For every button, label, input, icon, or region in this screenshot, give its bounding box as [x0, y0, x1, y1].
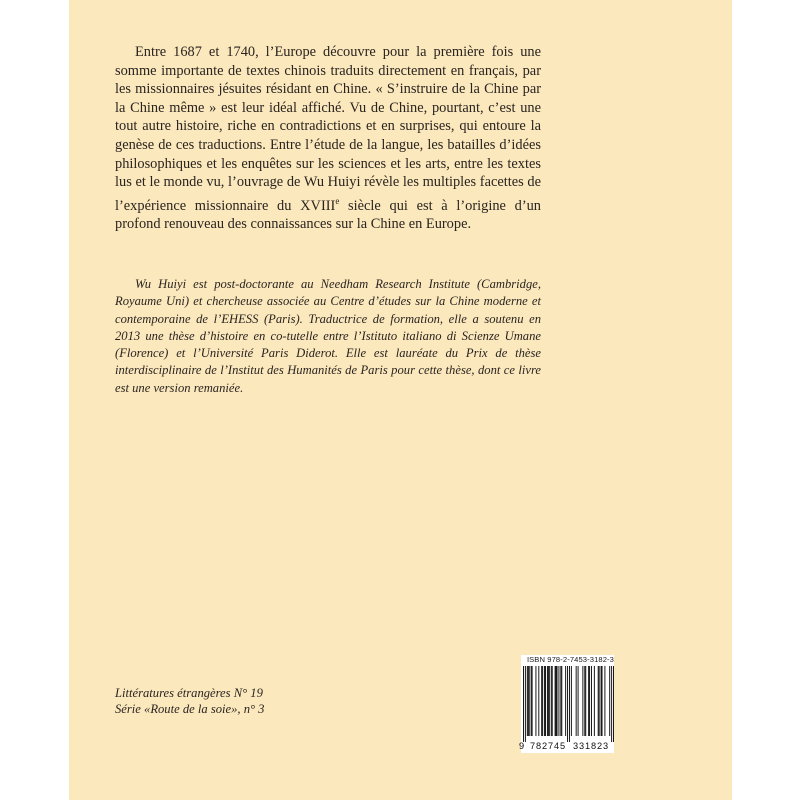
barcode-bar	[528, 666, 529, 736]
series-route: Série «Route de la soie», n° 3	[115, 702, 265, 716]
ean-right-group: 331823	[573, 741, 610, 751]
barcode-bar	[556, 666, 557, 736]
barcode-bar	[561, 666, 562, 736]
barcode-bar	[571, 666, 572, 736]
barcode-bar	[560, 666, 561, 736]
blurb-text: Entre 1687 et 1740, l’Europe découvre pour la première fois une somme importante de textes chinois traduits directement en français, par les missionnaires jésuites résidant en Chine. « S’instruire de la Chine par la Chine même » est leur idéal affiché. Vu de Chine, pourtant, c’est une tout autre histoire, riche en contradictions et en surprises, qui entoure la genèse de ces traductions. Entre l’étude de la langue, les batailles d’idées philosophiques et les enquêtes sur les sciences et les arts, entre les textes lus et le monde vu, l’ouvrage de Wu Huiyi révèle les multiples facettes de l’expérience missionnaire du	[115, 44, 541, 214]
barcode-bar	[531, 666, 532, 736]
barcode-bar	[599, 666, 600, 736]
barcode-bar	[578, 666, 579, 736]
barcode-bar	[523, 666, 524, 742]
barcode-bar	[527, 666, 528, 736]
barcode-bar	[582, 666, 583, 736]
century-numeral: XVIII	[300, 197, 336, 214]
barcode-bar	[529, 666, 530, 736]
series-info	[115, 685, 395, 717]
barcode-bar	[552, 666, 553, 736]
ean-left-group: 782745	[530, 741, 567, 751]
isbn-label: ISBN 978-2-7453-3182-3	[526, 655, 614, 664]
barcode-bar	[604, 666, 605, 736]
barcode-bar	[542, 666, 543, 736]
book-blurb	[115, 43, 541, 234]
barcode-bar	[565, 666, 566, 736]
barcode-bar	[591, 666, 592, 736]
barcode-bar	[549, 666, 550, 736]
author-bio: Wu Huiyi est post-doctorante au Needham Research Institute (Cambridge, Royaume Uni) et chercheuse associée au Centre d’études sur la Chine moderne et contemporaine de l’EHESS (Paris). Traductrice de formation, elle a soutenu en 2013 une thèse d’histoire en co-tutelle entre l’Istituto italiano di Scienze Umane (Florence) et l’Université Paris Diderot. Elle est lauréate du Prix de thèse interdisciplinaire de l’Institut des Humanités de Paris pour cette thèse, dont ce livre est une version remaniée.	[115, 277, 541, 395]
barcode-bar	[538, 666, 539, 736]
barcode-bar	[585, 666, 586, 736]
barcode-bar	[611, 666, 612, 742]
barcode-bar	[569, 666, 570, 742]
isbn-barcode	[521, 655, 614, 753]
barcode-bar	[525, 666, 526, 742]
barcode-bar	[601, 666, 602, 736]
blurb-text-end: siècle qui est à l’origine d’un profond renouveau des connaissances sur la Chine en Europe.	[115, 197, 541, 233]
barcode-bar	[576, 666, 577, 736]
barcode-bar	[589, 666, 590, 736]
barcode-bar	[588, 666, 589, 736]
barcode-bar	[557, 666, 558, 736]
barcode-bar	[609, 666, 610, 736]
barcode-bar	[551, 666, 552, 736]
barcode-bar	[598, 666, 599, 736]
barcode-bar	[535, 666, 536, 736]
barcode-bars	[523, 666, 614, 742]
barcode-bar	[567, 666, 568, 742]
barcode-bar	[532, 666, 533, 736]
barcode-bar	[558, 666, 559, 736]
century-superscript: e	[335, 195, 340, 206]
series-collection: Littératures étrangères N° 19	[115, 686, 263, 700]
barcode-bar	[555, 666, 556, 736]
barcode-bar	[613, 666, 614, 742]
barcode-bar	[544, 666, 545, 736]
barcode-bar	[541, 666, 542, 736]
barcode-bar	[547, 666, 548, 736]
blurb-paragraph	[115, 43, 541, 234]
barcode-bar	[584, 666, 585, 736]
barcode-bar	[594, 666, 595, 736]
barcode-bar	[548, 666, 549, 736]
barcode-bar	[545, 666, 546, 736]
ean-first-digit: 9	[519, 741, 525, 751]
barcode-bar	[602, 666, 603, 736]
